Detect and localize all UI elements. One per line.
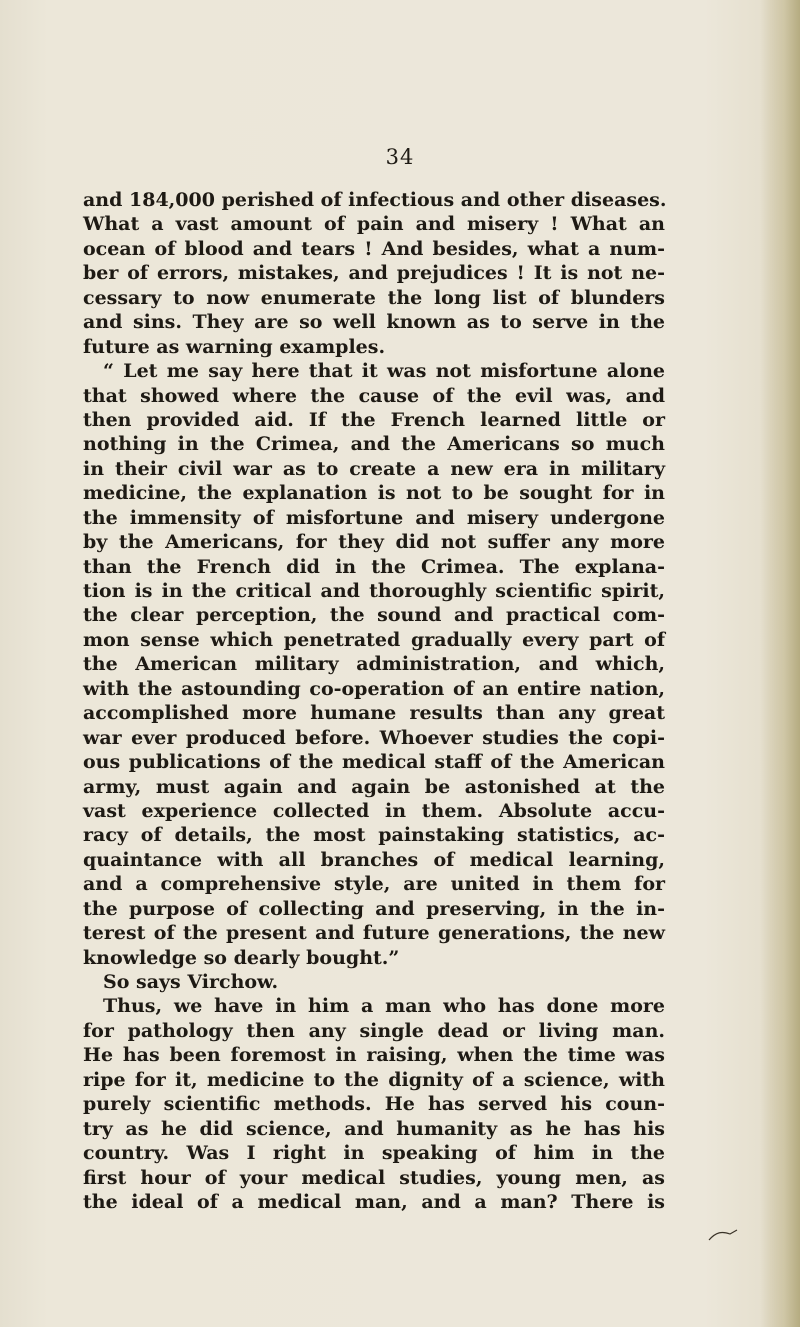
text-line: the immensity of misfortune and misery undergone xyxy=(83,506,665,529)
text-line: and sins. They are so well known as to serve in the xyxy=(83,311,665,334)
text-line: Thus, we have in him a man who has done more xyxy=(103,995,665,1018)
page-number: 34 xyxy=(385,145,415,169)
text-line: than the French did in the Crimea. The explana- xyxy=(83,555,665,578)
text-line: country. Was I right in speaking of him in the xyxy=(83,1142,665,1165)
text-line: nothing in the Crimea, and the Americans so much xyxy=(83,433,665,456)
text-line: mon sense which penetrated gradually every part of xyxy=(83,628,665,651)
text-line: first hour of your medical studies, young men, as xyxy=(83,1166,665,1189)
text-line: the American military administration, and which, xyxy=(83,653,665,676)
text-line: medicine, the explanation is not to be sought for in xyxy=(83,482,665,505)
text-line: and a comprehensive style, are united in them for xyxy=(83,873,665,896)
print-smudge-mark xyxy=(708,1228,738,1242)
text-line: by the Americans, for they did not suffer any more xyxy=(83,531,665,554)
text-line: ous publications of the medical staff of the American xyxy=(83,751,665,774)
text-line: future as warning examples. xyxy=(83,335,386,358)
text-line: So says Virchow. xyxy=(103,971,279,993)
page-edge-stain xyxy=(760,0,800,1327)
text-line: What a vast amount of pain and misery ! What an xyxy=(83,213,665,236)
text-line: war ever produced before. Whoever studies the copi- xyxy=(83,726,665,749)
text-line: for pathology then any single dead or living man. xyxy=(83,1019,665,1042)
text-line: the ideal of a medical man, and a man? There is xyxy=(83,1190,665,1213)
body-text xyxy=(83,188,665,1214)
text-line: racy of details, the most painstaking statistics, ac- xyxy=(83,824,665,847)
text-line: quaintance with all branches of medical learning, xyxy=(83,848,665,871)
text-line: army, must again and again be astonished at the xyxy=(83,775,665,798)
text-line: cessary to now enumerate the long list of blunders xyxy=(83,286,665,309)
text-line: ripe for it, medicine to the dignity of a science, with xyxy=(83,1068,665,1091)
text-line: in their civil war as to create a new era in military xyxy=(83,457,665,480)
text-line: “ Let me say here that it was not misfortune alone xyxy=(103,360,665,383)
text-line: ber of errors, mistakes, and prejudices ! It is not ne- xyxy=(83,262,665,285)
text-line: knowledge so dearly bought.” xyxy=(83,946,400,969)
text-line: the purpose of collecting and preserving, in the in- xyxy=(83,897,665,920)
text-line: ocean of blood and tears ! And besides, what a num- xyxy=(83,237,665,260)
text-line: terest of the present and future generations, the new xyxy=(83,922,665,945)
text-line: tion is in the critical and thoroughly scientific spirit, xyxy=(83,580,665,602)
text-line: vast experience collected in them. Absolute accu- xyxy=(83,799,665,822)
text-line: the clear perception, the sound and practical com- xyxy=(83,604,665,627)
text-line: try as he did science, and humanity as he has his xyxy=(83,1117,665,1140)
text-line: accomplished more humane results than any great xyxy=(83,702,665,725)
text-line: that showed where the cause of the evil was, and xyxy=(83,384,665,407)
text-line: He has been foremost in raising, when the time was xyxy=(83,1044,665,1067)
text-line: with the astounding co-operation of an entire nation, xyxy=(83,677,665,700)
text-line: then provided aid. If the French learned little or xyxy=(83,408,665,431)
text-line: purely scientific methods. He has served his coun- xyxy=(83,1093,665,1116)
text-line: and 184,000 perished of infectious and other diseases. xyxy=(83,189,667,211)
